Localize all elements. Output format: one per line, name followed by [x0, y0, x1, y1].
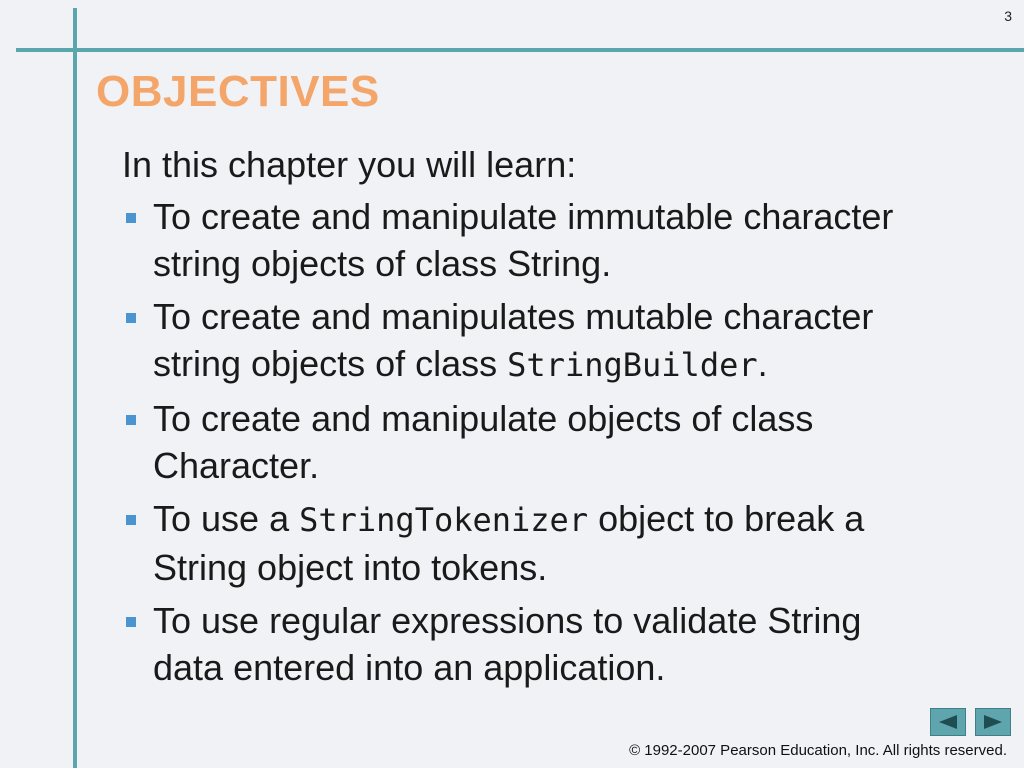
objective-text: To use regular expressions to validate String data entered into an application. — [153, 600, 862, 688]
right-triangle-icon — [982, 714, 1004, 730]
bullet-marker — [126, 313, 136, 323]
slide-content — [122, 143, 912, 697]
objectives-list — [122, 193, 912, 691]
objective-item — [122, 495, 912, 591]
bullet-marker — [126, 617, 136, 627]
copyright-text: © 1992-2007 Pearson Education, Inc. All rights reserved. — [629, 742, 1007, 759]
objective-text: To create and manipulate objects of class Character. — [153, 398, 814, 486]
objective-text: . — [757, 343, 768, 384]
objective-item — [122, 193, 912, 287]
slide-title: OBJECTIVES — [96, 67, 380, 116]
code-term: StringBuilder — [507, 346, 758, 384]
bullet-marker — [126, 213, 136, 223]
slide-navigation — [930, 708, 1011, 736]
objective-text: To use a — [153, 498, 300, 539]
left-triangle-icon — [937, 714, 959, 730]
intro-text: In this chapter you will learn: — [122, 144, 577, 185]
page-number: 3 — [1004, 8, 1012, 24]
vertical-divider — [73, 8, 77, 768]
code-term: StringTokenizer — [299, 501, 589, 539]
objective-text: To create and manipulates mutable character string objects of class — [153, 296, 874, 384]
objective-item — [122, 293, 912, 389]
objective-text: object to break a String object into tokens. — [153, 498, 865, 588]
horizontal-divider — [16, 48, 1024, 52]
objective-text: To create and manipulate immutable character string objects of class String. — [153, 196, 894, 284]
bullet-marker — [126, 415, 136, 425]
objective-item — [122, 597, 912, 691]
next-slide-button[interactable] — [975, 708, 1011, 736]
bullet-marker — [126, 515, 136, 525]
objective-item — [122, 395, 912, 489]
previous-slide-button[interactable] — [930, 708, 966, 736]
